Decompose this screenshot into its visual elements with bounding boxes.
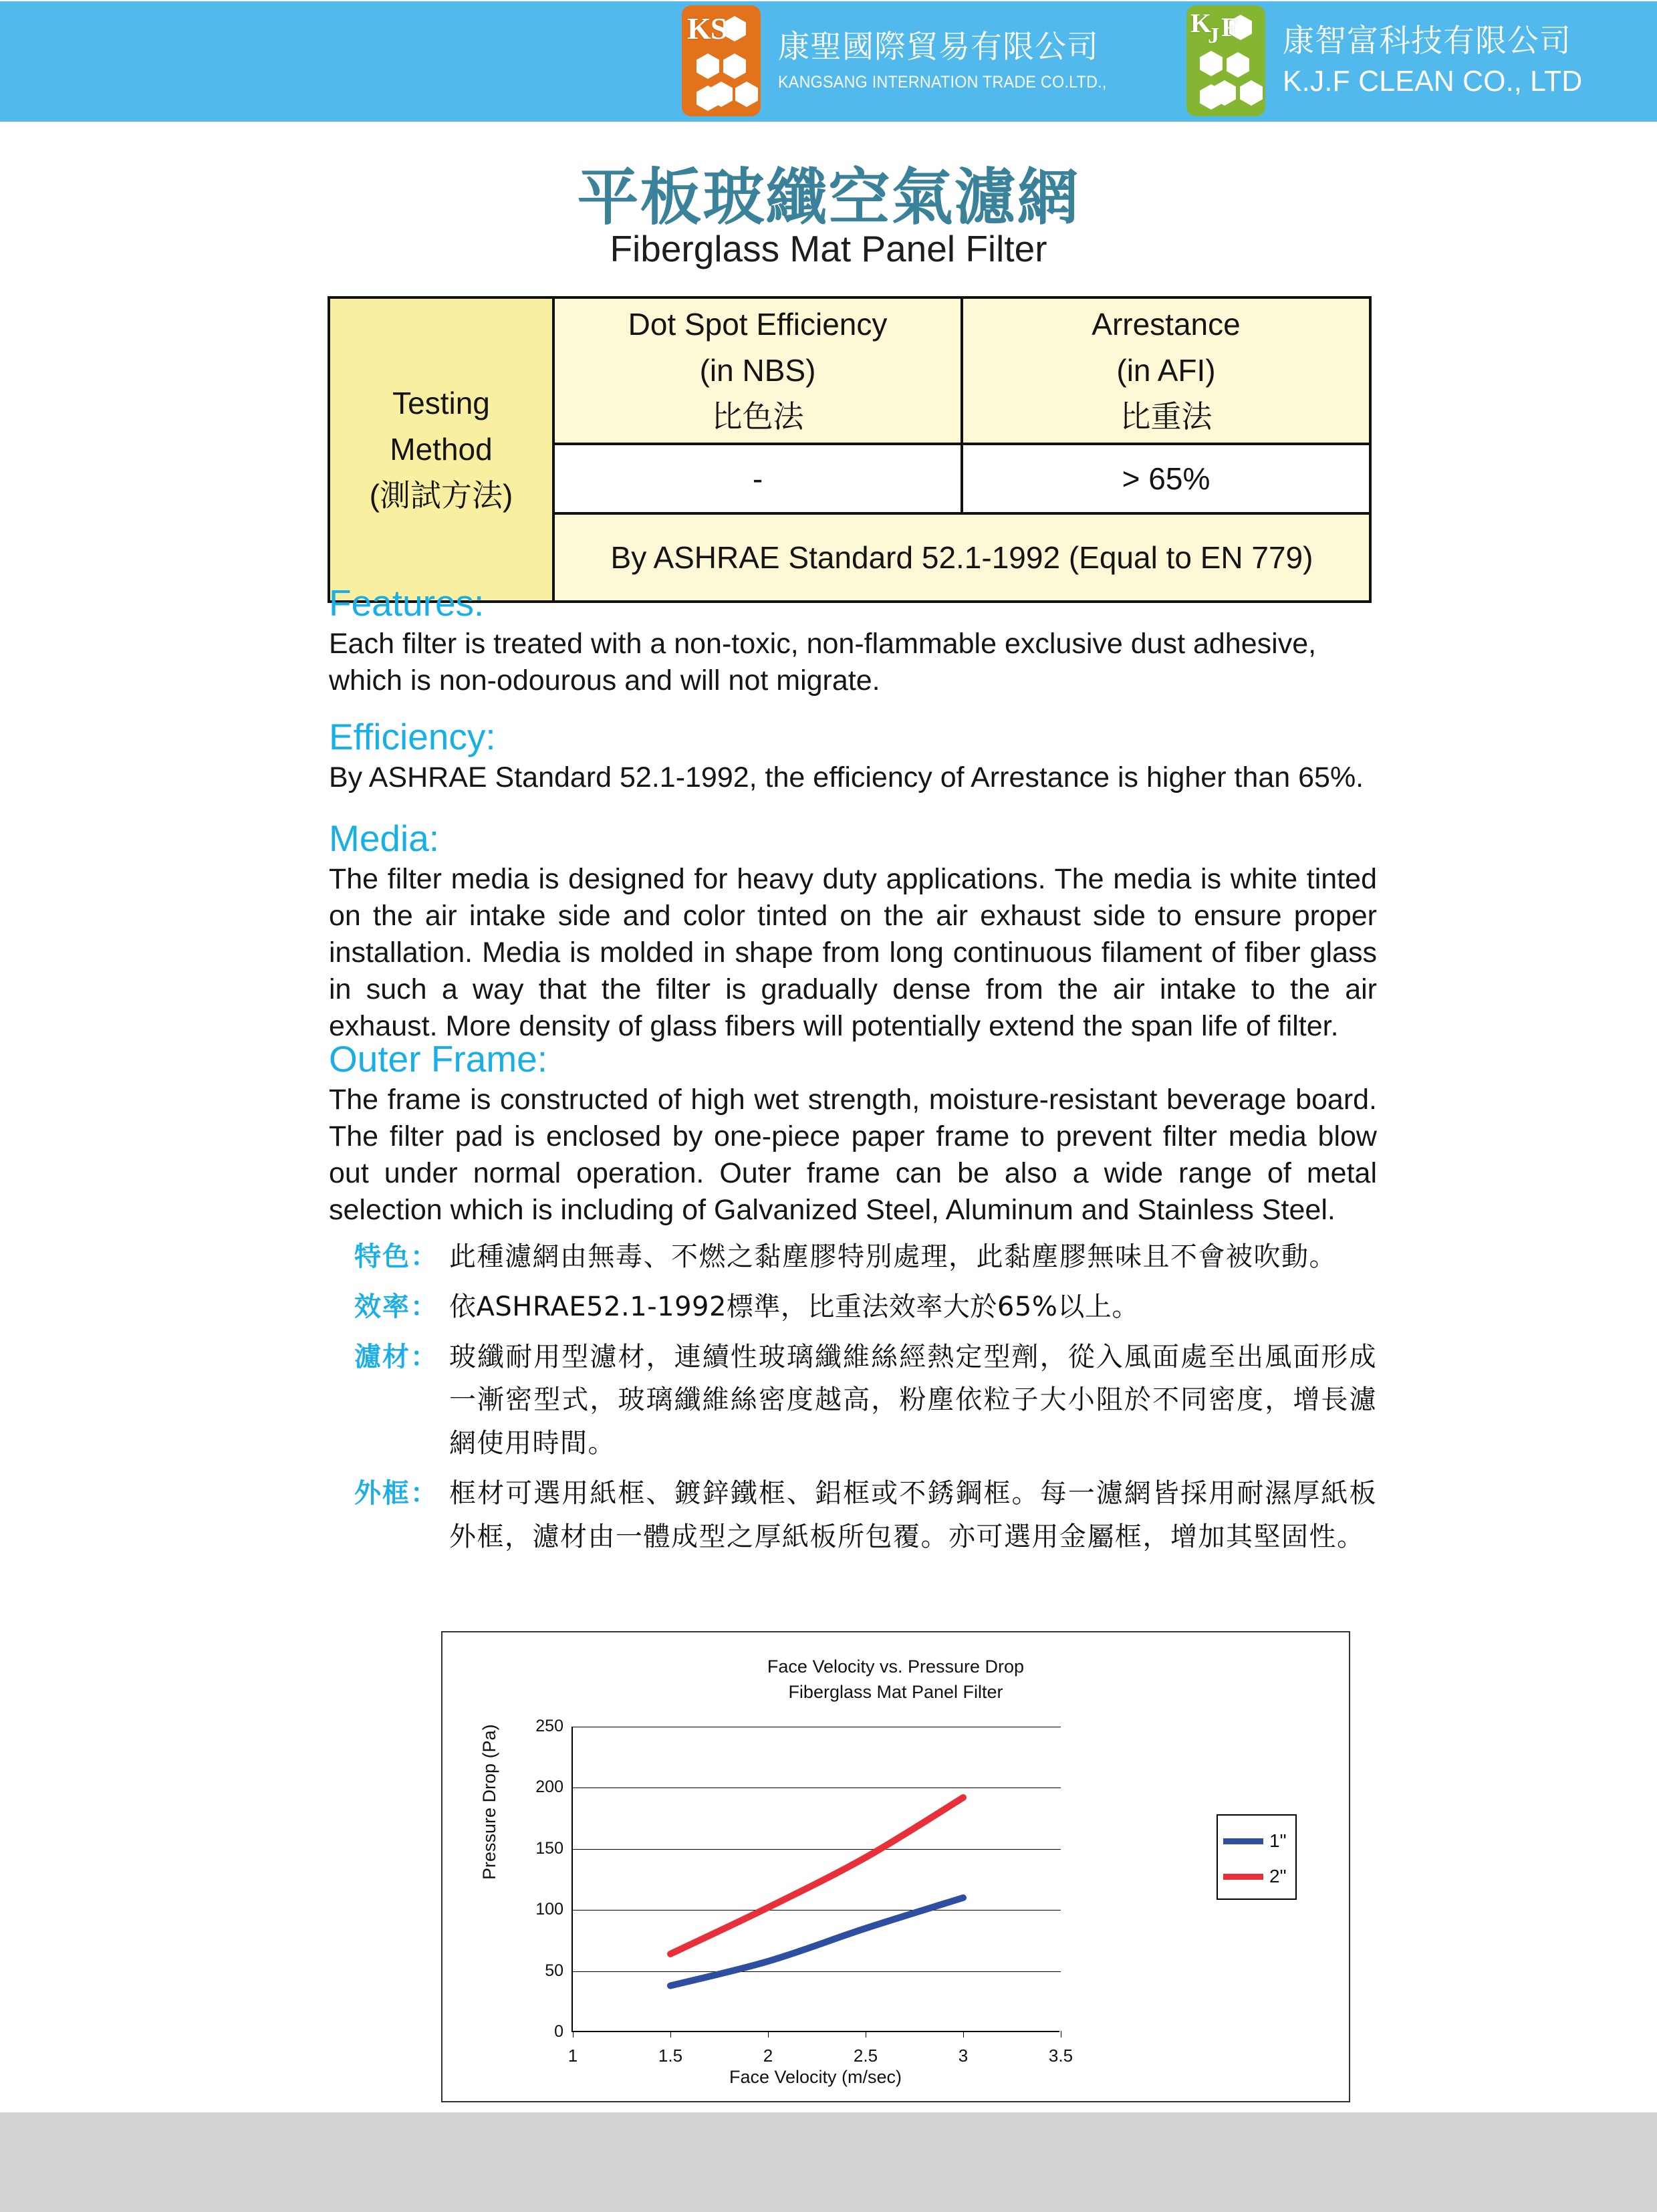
arrestance-value: > 65% xyxy=(962,444,1370,513)
kjf-name-cn: 康智富科技有限公司 xyxy=(1283,23,1571,60)
chart-x-tick-label: 2 xyxy=(763,2046,773,2066)
chart-series-layer xyxy=(573,1727,1061,2032)
page-title-en: Fiberglass Mat Panel Filter xyxy=(610,228,1047,269)
section-features-heading: Features: xyxy=(329,582,485,624)
kangsang-text-block xyxy=(778,31,1132,91)
chart-x-tick-label: 3.5 xyxy=(1048,2046,1073,2066)
chart-x-tick-label: 3 xyxy=(958,2046,969,2066)
chart-subtitle: Fiberglass Mat Panel Filter xyxy=(788,1682,1003,1703)
section-outer-frame-body: The frame is constructed of high wet strength, moisture-resistant beverage board. The filter pad is enclosed by one-piece paper frame to prevent filter media blow out under normal operation. Outer frame can be also a wide range of metal selection which is including of Galvanized Steel, Aluminum and Stainless Steel. xyxy=(329,1084,1377,1227)
brand-kjf xyxy=(1186,5,1591,116)
testing-method-label-cell xyxy=(329,297,553,602)
method-label-line3: (測試方法) xyxy=(369,478,513,513)
kangsang-name-en: KANGSANG INTERNATION TRADE CO.LTD., xyxy=(778,72,1107,92)
dot-spot-value: - xyxy=(553,444,962,513)
chart-y-tick-label: 200 xyxy=(535,1777,563,1797)
chart-x-tick-label: 1 xyxy=(567,2046,578,2066)
method-label-line2: Method xyxy=(390,432,493,467)
list-item xyxy=(354,1235,1377,1279)
chart-y-tick-label: 0 xyxy=(554,2021,563,2041)
legend-item-2in xyxy=(1223,1867,1287,1886)
legend-label-2in: 2" xyxy=(1269,1866,1287,1886)
list-item xyxy=(354,1472,1377,1559)
arrestance-sub: (in AFI) xyxy=(1116,353,1216,388)
section-efficiency-body: By ASHRAE Standard 52.1-1992, the efficiency of Arrestance is higher than 65%. xyxy=(329,761,1364,793)
section-outer-frame xyxy=(329,1037,1377,1229)
dot-spot-sub: (in NBS) xyxy=(699,353,816,388)
chart-x-tick-label: 1.5 xyxy=(658,2046,683,2066)
testing-method-table xyxy=(328,296,1372,603)
chinese-spec-list xyxy=(354,1235,1377,1566)
chart-line-2in xyxy=(670,1798,963,1954)
chart-y-tick-label: 100 xyxy=(535,1900,563,1919)
dot-spot-cn: 比色法 xyxy=(711,399,804,434)
legend-swatch-1in xyxy=(1223,1838,1263,1844)
chart-title: Face Velocity vs. Pressure Drop xyxy=(767,1656,1025,1677)
arrestance-cn: 比重法 xyxy=(1120,399,1213,434)
cn-text-features: 此種濾網由無毒、不燃之黏塵膠特別處理，此黏塵膠無味且不會被吹動。 xyxy=(449,1241,1337,1272)
ks-logo-text: KS xyxy=(687,11,727,45)
pressure-drop-chart xyxy=(441,1631,1350,2102)
legend-label-1in: 1" xyxy=(1269,1830,1287,1851)
kjf-text-block xyxy=(1283,25,1591,97)
cn-label-media: 濾材： xyxy=(354,1341,438,1372)
section-features-body: Each filter is treated with a non-toxic, non-flammable exclusive dust adhesive, which is non-odourous and will not migrate. xyxy=(329,628,1317,697)
chart-y-axis-label: Pressure Drop (Pa) xyxy=(479,1724,499,1880)
chart-line-1in xyxy=(670,1898,963,1986)
section-efficiency-heading: Efficiency: xyxy=(329,716,496,757)
kjf-logo-text: $K_J$ F xyxy=(1190,8,1237,48)
page-title-cn: 平板玻纖空氣濾網 xyxy=(577,162,1080,233)
section-outer-frame-heading: Outer Frame: xyxy=(329,1038,548,1080)
section-media-heading: Media: xyxy=(329,818,440,859)
section-media-body: The filter media is designed for heavy duty applications. The media is white tinted on the air intake side and color tinted on the air exhaust side to ensure proper installation. Media is molded in shape from long continuous filament of fiber glass in such a way that the filter is gradually dense from the air intake to the air exhaust. More density of glass fibers will potentially extend the span life of filter. xyxy=(329,863,1377,1043)
section-media xyxy=(329,817,1377,1045)
brand-kangsang xyxy=(682,5,1132,116)
kjf-logo-icon xyxy=(1186,5,1265,116)
cn-text-outer-frame: 框材可選用紙框、鍍鋅鐵框、鋁框或不銹鋼框。每一濾網皆採用耐濕厚紙板外框，濾材由一體成型之厚紙板所包覆。亦可選用金屬框，增加其堅固性。 xyxy=(449,1477,1377,1552)
cn-label-outer-frame: 外框： xyxy=(354,1477,438,1509)
chart-y-tick-label: 50 xyxy=(545,1961,563,1980)
section-efficiency xyxy=(329,715,1377,796)
legend-item-1in xyxy=(1223,1832,1287,1850)
list-item xyxy=(354,1285,1377,1329)
chart-title-block xyxy=(442,1654,1349,1705)
table-row xyxy=(329,297,1370,444)
chart-x-tick-label: 2.5 xyxy=(853,2046,878,2066)
column-header-dot-spot xyxy=(553,297,962,444)
standard-note-cell: By ASHRAE Standard 52.1-1992 (Equal to EN 779) xyxy=(553,513,1370,602)
arrestance-title: Arrestance xyxy=(1092,307,1241,342)
chart-y-tick-label: 250 xyxy=(535,1716,563,1735)
chart-plot-area xyxy=(535,1716,1073,2066)
cn-text-media: 玻纖耐用型濾材，連續性玻璃纖維絲經熱定型劑，從入風面處至出風面形成一漸密型式，玻璃纖維絲密度越高，粉塵依粒子大小阻於不同密度，增長濾網使用時間。 xyxy=(449,1341,1377,1459)
cn-text-efficiency: 依ASHRAE52.1-1992標準，比重法效率大於65%以上。 xyxy=(449,1291,1139,1322)
chart-x-axis-label: Face Velocity (m/sec) xyxy=(729,2067,902,2087)
chart-y-tick-label: 150 xyxy=(535,1838,563,1858)
column-header-arrestance xyxy=(962,297,1370,444)
cn-label-efficiency: 效率： xyxy=(354,1291,438,1322)
header-banner xyxy=(0,1,1657,122)
viewport-bottom-band xyxy=(0,2112,1657,2212)
kjf-name-en: K.J.F CLEAN CO., LTD xyxy=(1283,64,1583,98)
kangsang-name-cn: 康聖國際貿易有限公司 xyxy=(778,29,1099,66)
ks-logo-icon xyxy=(682,5,761,116)
dot-spot-title: Dot Spot Efficiency xyxy=(628,307,888,342)
cn-label-features: 特色： xyxy=(354,1241,438,1272)
legend-swatch-2in xyxy=(1223,1874,1263,1880)
list-item xyxy=(354,1336,1377,1465)
chart-legend xyxy=(1217,1814,1297,1900)
method-label-line1: Testing xyxy=(392,386,490,420)
section-features xyxy=(329,582,1377,699)
